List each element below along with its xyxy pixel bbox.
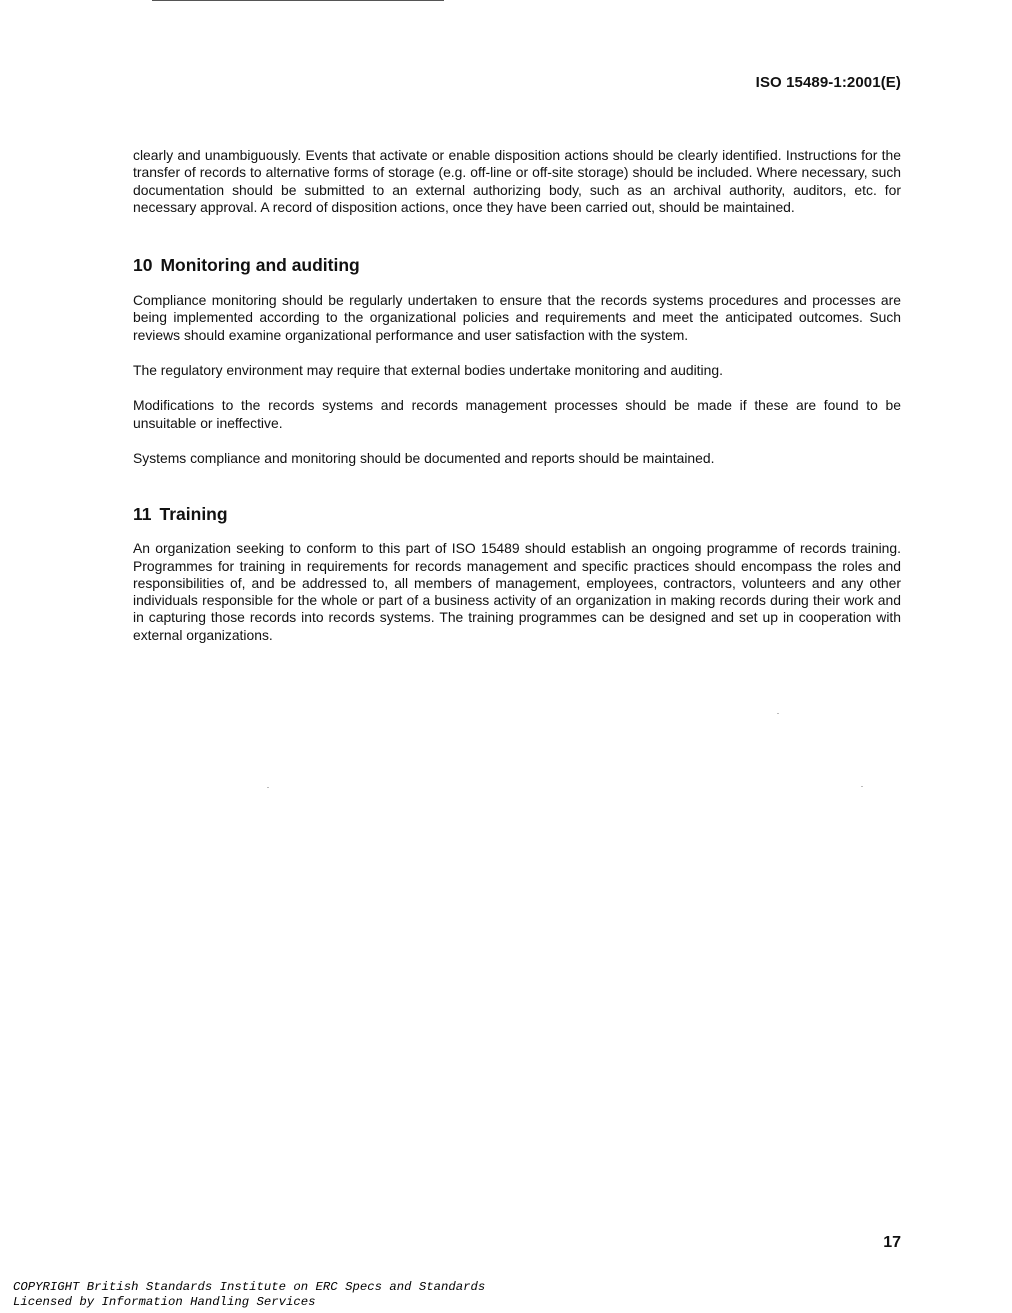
paragraph: Systems compliance and monitoring should be documented and reports should be maintained. — [133, 449, 715, 466]
intro-paragraph: clearly and unambiguously. Events that activate or enable disposition actions should be clearly identified. Instructions for the transfer of records to alternative forms of storage (e.g. off-line or off-site storage) should be included. Where necessary, such documentation should be submitted to an external authorizing body, such as an archival authority, auditors, etc. for necessary approval. A record of disposition actions, once they have been carried out, should be maintained. — [133, 147, 901, 215]
section-title-text: Training — [159, 504, 228, 525]
scan-speck — [267, 787, 269, 788]
page-body — [133, 147, 901, 644]
scan-speck — [777, 713, 779, 714]
copyright-footer — [13, 1280, 485, 1310]
scan-speck — [861, 786, 863, 787]
section-number: 11 — [133, 504, 152, 525]
section-heading-monitoring — [133, 254, 901, 276]
top-rule — [152, 0, 444, 1]
paragraph: Compliance monitoring should be regularly undertaken to ensure that the records systems procedures and processes are being implemented according to the organizational policies and requirements and meet the anticipated outcomes. Such reviews should examine organizational performance and user satisfaction with the system. — [133, 292, 901, 343]
section-number: 10 — [133, 255, 153, 276]
document-header: ISO 15489-1:2001(E) — [755, 74, 901, 91]
footer-line: Licensed by Information Handling Services — [13, 1295, 316, 1309]
section-heading-training — [133, 503, 901, 525]
footer-line: COPYRIGHT British Standards Institute on ERC Specs and Standards — [13, 1280, 486, 1294]
paragraph: Modifications to the records systems and records management processes should be made if these are found to be unsuitable or ineffective. — [133, 397, 901, 431]
section-title-text: Monitoring and auditing — [160, 255, 360, 276]
paragraph: The regulatory environment may require that external bodies undertake monitoring and auditing. — [133, 362, 723, 379]
page-number: 17 — [883, 1234, 901, 1251]
paragraph: An organization seeking to conform to this part of ISO 15489 should establish an ongoing programme of records training. Programmes for training in requirements for records management and specific practices should encompass the roles and responsibilities of, and be addressed to, all members of management, employees, contractors, volunteers and any other individuals responsible for the whole or part of a business activity of an organization in making records during their work and in capturing those records into records systems. The training programmes can be designed and set up in cooperation with external organizations. — [133, 540, 901, 643]
